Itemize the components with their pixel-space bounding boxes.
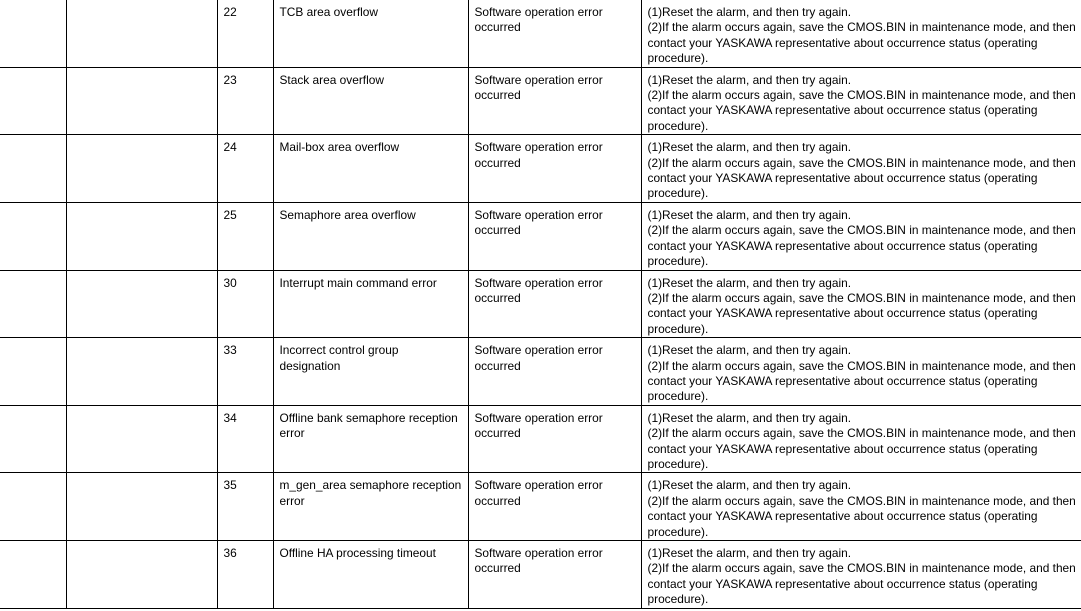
alarm-cause-cell: Software operation error occurred [468, 0, 641, 67]
alarm-code-cell: 35 [217, 473, 273, 541]
blank-cell [0, 405, 66, 473]
alarm-cause-cell: Software operation error occurred [468, 405, 641, 473]
blank-cell [0, 541, 66, 609]
blank-cell [66, 405, 217, 473]
blank-cell [66, 67, 217, 135]
alarm-name-cell: Mail-box area overflow [273, 135, 468, 203]
blank-cell [0, 135, 66, 203]
table-row [0, 338, 1081, 406]
alarm-cause-cell: Software operation error occurred [468, 67, 641, 135]
alarm-name-cell: Offline HA processing timeout [273, 541, 468, 609]
remedy-step: (1)Reset the alarm, and then try again. [647, 546, 852, 560]
remedy-step: (1)Reset the alarm, and then try again. [647, 478, 852, 493]
remedy-step: (2)If the alarm occurs again, save the CMOS.BIN in maintenance mode, and then contact your YASKAWA representative about occurrence status (operating procedure). [647, 223, 1076, 269]
blank-cell [0, 202, 66, 270]
alarm-remedy-cell [641, 270, 1081, 338]
remedy-step: (1)Reset the alarm, and then try again. [647, 343, 852, 358]
alarm-name-cell: Interrupt main command error [273, 270, 468, 338]
remedy-step: (2)If the alarm occurs again, save the CMOS.BIN in maintenance mode, and then contact your YASKAWA representative about occurrence status (operating procedure). [647, 290, 1076, 336]
alarm-code-cell: 23 [217, 67, 273, 135]
remedy-step: (1)Reset the alarm, and then try again. [647, 410, 852, 425]
blank-cell [0, 0, 66, 67]
remedy-step: (2)If the alarm occurs again, save the CMOS.BIN in maintenance mode, and then contact your YASKAWA representative about occurrence status (operating procedure). [647, 20, 1076, 66]
remedy-step: (2)If the alarm occurs again, save the CMOS.BIN in maintenance mode, and then contact your YASKAWA representative about occurrence status (operating procedure). [647, 426, 1076, 471]
blank-cell [66, 0, 217, 67]
alarm-remedy-cell [641, 338, 1081, 406]
alarm-name-cell: TCB area overflow [273, 0, 468, 67]
remedy-step: (2)If the alarm occurs again, save the CMOS.BIN in maintenance mode, and then contact your YASKAWA representative about occurrence status (operating procedure). [647, 358, 1076, 404]
alarm-name-cell: Semaphore area overflow [273, 202, 468, 270]
blank-cell [66, 202, 217, 270]
remedy-step: (2)If the alarm occurs again, save the CMOS.BIN in maintenance mode, and then contact your YASKAWA representative about occurrence status (operating procedure). [647, 493, 1076, 539]
remedy-step: (2)If the alarm occurs again, save the CMOS.BIN in maintenance mode, and then contact your YASKAWA representative about occurrence status (operating procedure). [647, 561, 1076, 607]
alarm-name-cell: m_gen_area semaphore reception error [273, 473, 468, 541]
table-row [0, 202, 1081, 270]
remedy-step: (1)Reset the alarm, and then try again. [647, 72, 852, 87]
table-row [0, 541, 1081, 609]
alarm-name-cell: Stack area overflow [273, 67, 468, 135]
alarm-remedy-cell [641, 135, 1081, 203]
table-row [0, 473, 1081, 541]
alarm-code-cell: 36 [217, 541, 273, 609]
alarm-cause-cell: Software operation error occurred [468, 541, 641, 609]
table-row [0, 0, 1081, 67]
alarm-code-cell: 30 [217, 270, 273, 338]
blank-cell [66, 270, 217, 338]
alarm-remedy-cell [641, 405, 1081, 473]
blank-cell [66, 473, 217, 541]
alarm-name-cell: Incorrect control group designation [273, 338, 468, 406]
alarm-code-cell: 33 [217, 338, 273, 406]
alarm-code-cell: 34 [217, 405, 273, 473]
alarm-cause-cell: Software operation error occurred [468, 473, 641, 541]
alarm-cause-cell: Software operation error occurred [468, 202, 641, 270]
remedy-step: (1)Reset the alarm, and then try again. [647, 275, 852, 290]
alarm-name-cell: Offline bank semaphore reception error [273, 405, 468, 473]
table-row [0, 405, 1081, 473]
remedy-step: (1)Reset the alarm, and then try again. [647, 207, 852, 222]
remedy-step: (2)If the alarm occurs again, save the CMOS.BIN in maintenance mode, and then contact your YASKAWA representative about occurrence status (operating procedure). [647, 155, 1076, 201]
alarm-cause-cell: Software operation error occurred [468, 338, 641, 406]
blank-cell [0, 473, 66, 541]
alarm-code-cell: 24 [217, 135, 273, 203]
remedy-step: (1)Reset the alarm, and then try again. [647, 140, 852, 155]
alarm-code-cell: 25 [217, 202, 273, 270]
blank-cell [0, 67, 66, 135]
alarm-remedy-cell [641, 473, 1081, 541]
alarm-remedy-cell [641, 0, 1081, 67]
table-row [0, 67, 1081, 135]
blank-cell [66, 338, 217, 406]
table-row [0, 135, 1081, 203]
blank-cell [0, 270, 66, 338]
blank-cell [66, 135, 217, 203]
remedy-step: (1)Reset the alarm, and then try again. [647, 5, 852, 19]
blank-cell [0, 338, 66, 406]
blank-cell [66, 541, 217, 609]
table-row [0, 270, 1081, 338]
alarm-cause-cell: Software operation error occurred [468, 270, 641, 338]
alarm-remedy-cell [641, 67, 1081, 135]
remedy-step: (2)If the alarm occurs again, save the CMOS.BIN in maintenance mode, and then contact your YASKAWA representative about occurrence status (operating procedure). [647, 88, 1076, 133]
alarm-cause-cell: Software operation error occurred [468, 135, 641, 203]
alarm-code-cell: 22 [217, 0, 273, 67]
alarm-remedy-cell [641, 541, 1081, 609]
alarm-remedy-cell [641, 202, 1081, 270]
